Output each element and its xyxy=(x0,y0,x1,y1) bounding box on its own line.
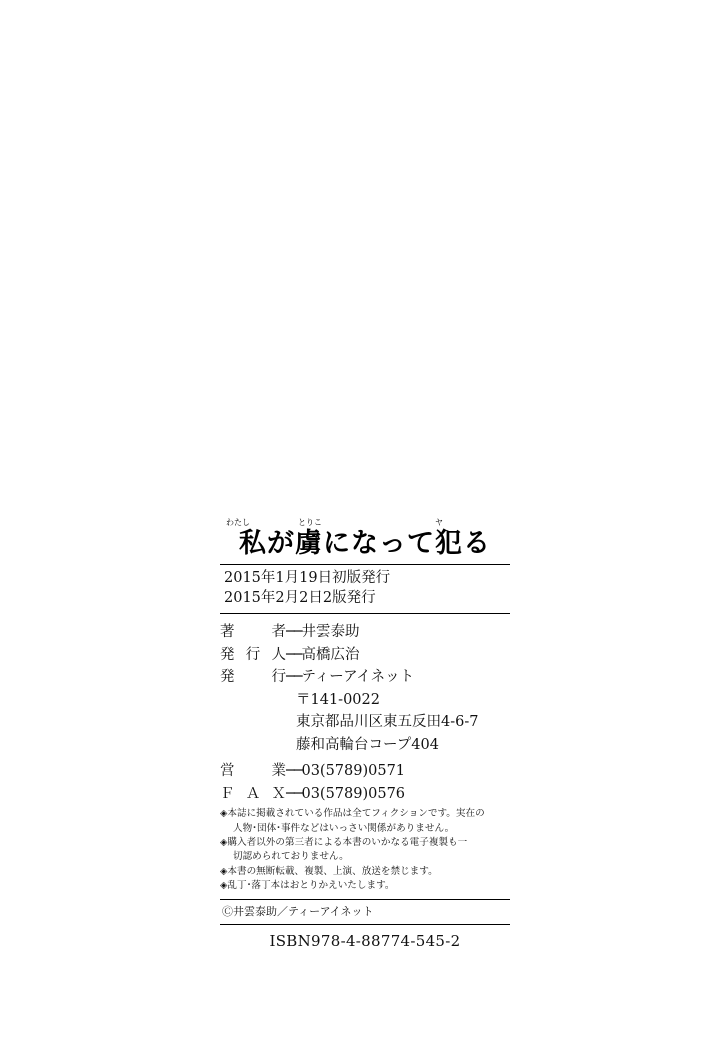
legal-note-1-line-2: 人物･団体･事件などはいっさい関係がありません。 xyxy=(233,822,455,834)
address-postal-code: 〒141-0022 xyxy=(296,691,380,708)
publication-date-first: 2015年1月19日初版発行 xyxy=(224,570,391,587)
address-line-1: 東京都品川区東五反田4-6-7 xyxy=(296,714,479,731)
isbn-line: ISBN978-4-88774-545-2 xyxy=(269,931,461,950)
contact-list xyxy=(220,760,510,805)
divider-below-copyright xyxy=(220,924,510,925)
divider-top xyxy=(220,564,510,565)
contact-label-fax: ＦＡＸ xyxy=(220,785,286,802)
legal-note-1-line-1: ◈本誌に掲載されている作品は全てフィクションです。実在の xyxy=(220,808,485,820)
contact-dash-fax: ── xyxy=(286,785,302,802)
contact-value-fax: 03(5789)0576 xyxy=(301,785,406,802)
publication-date-second: 2015年2月2日2版発行 xyxy=(224,589,376,606)
staff-dash-publisher-person: ── xyxy=(286,646,302,663)
copyright-line: Ⓒ井雲泰助／ティーアイネット xyxy=(222,904,374,918)
book-title: 私が虜になって犯る xyxy=(239,528,491,559)
divider-above-copyright xyxy=(220,899,510,900)
legal-notes xyxy=(220,807,510,893)
staff-value-author: 井雲泰助 xyxy=(301,624,360,641)
staff-list xyxy=(220,621,510,756)
address-line-2: 藤和高輪台コープ404 xyxy=(296,736,439,753)
contact-value-sales: 03(5789)0571 xyxy=(301,763,406,780)
contact-label-sales: 営 業 xyxy=(220,763,286,780)
contact-row-sales xyxy=(220,760,510,782)
staff-label-author: 著 者 xyxy=(220,624,286,641)
staff-row-publisher xyxy=(220,666,510,688)
contact-dash-sales: ── xyxy=(286,763,302,780)
staff-dash-author: ── xyxy=(286,624,302,641)
legal-note-3: ◈本書の無断転載、複製、上演、放送を禁じます。 xyxy=(220,865,438,877)
divider-under-dates xyxy=(220,613,510,614)
staff-row-author xyxy=(220,621,510,643)
staff-label-publisher-person: 発行人 xyxy=(220,646,286,663)
colophon-block xyxy=(220,518,510,950)
ruby-toriko: とりこ xyxy=(298,518,322,527)
ruby-ya: ヤ xyxy=(435,518,443,527)
book-title-line xyxy=(220,518,510,559)
staff-dash-publisher: ── xyxy=(286,669,302,686)
contact-row-fax xyxy=(220,783,510,805)
staff-label-publisher: 発 行 xyxy=(220,669,286,686)
staff-row-publisher-person xyxy=(220,644,510,666)
publication-dates xyxy=(220,569,510,608)
legal-note-2-line-1: ◈購入者以外の第三者による本書のいかなる電子複製も一 xyxy=(220,837,468,849)
ruby-watashi: わたし xyxy=(226,518,250,527)
staff-value-publisher-person: 高橋広治 xyxy=(301,646,360,663)
staff-value-publisher: ティーアイネット xyxy=(301,669,415,686)
legal-note-2-line-2: 切認められておりません。 xyxy=(233,851,349,863)
legal-note-4: ◈乱丁･落丁本はおとりかえいたします。 xyxy=(220,880,395,892)
